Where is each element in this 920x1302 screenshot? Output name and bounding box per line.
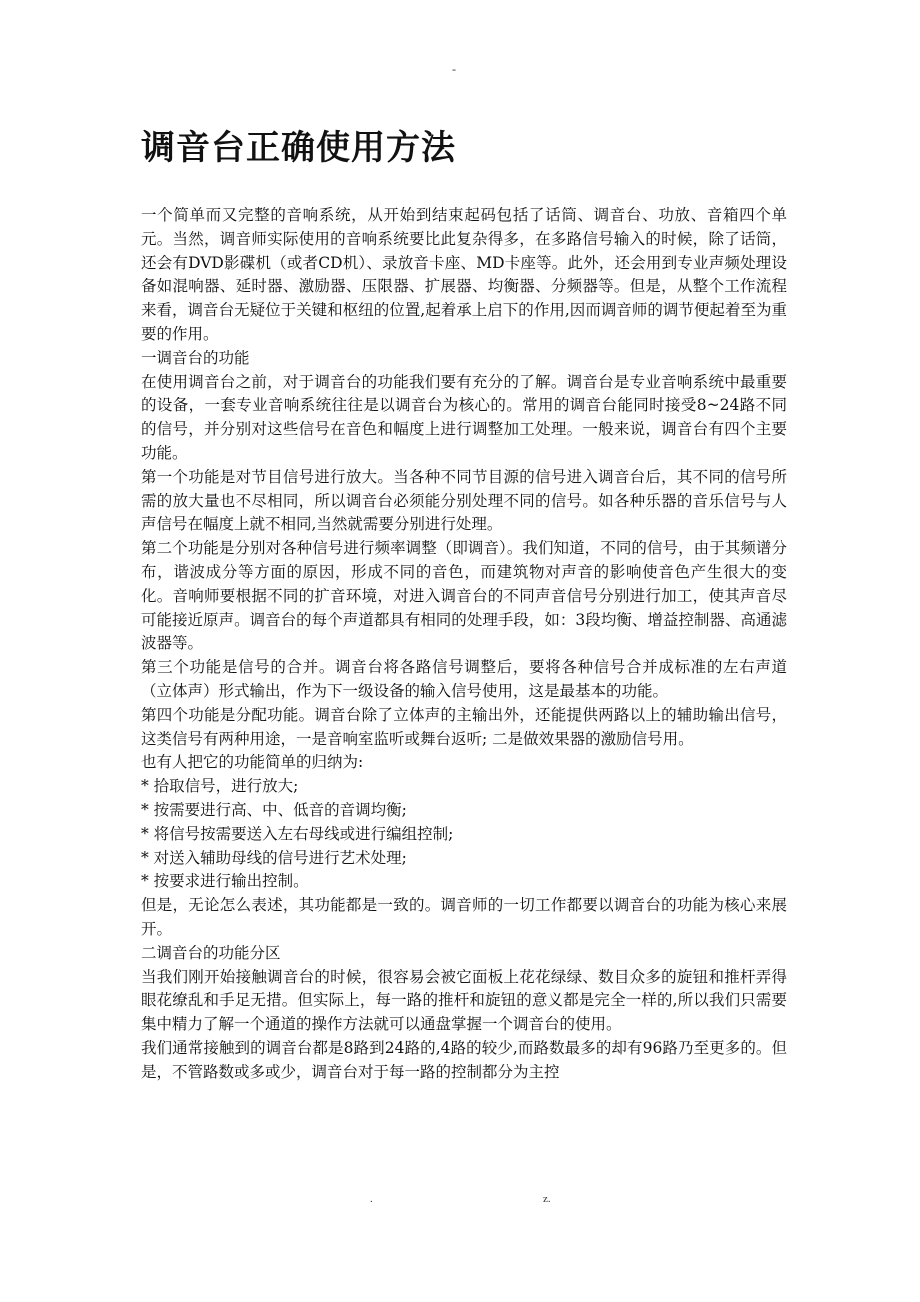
list-item: * 按要求进行输出控制。 <box>141 872 309 891</box>
paragraph-intro: 一个简单而又完整的音响系统，从开始到结束起码包括了话筒、调音台、功放、音箱四个单元。当然，调音师实际使用的音响系统要比此复杂得多，在多路信号输入的时候，除了话筒，还会有DVD影碟机（或者CD机）、录放音卡座、MD卡座等。此外，还会用到专业声频处理设备如混响器、延时器、激励器、压限器、扩展器、均衡器、分频器等。但是，从整个工作流程来看，调音台无疑位于关键和枢纽的位置,起着承上启下的作用,因而调音师的调节便起着至为重要的作用。 <box>141 206 787 343</box>
page-title: 调音台正确使用方法 <box>141 128 456 168</box>
footer-left-mark: . <box>370 1193 373 1205</box>
paragraph-conclusion: 但是，无论怎么表述，其功能都是一致的。调音师的一切工作都要以调音台的功能为核心来展开。 <box>141 896 787 938</box>
list-item: * 将信号按需要送入左右母线或进行编组控制; <box>141 824 454 843</box>
list-item: * 按需要进行高、中、低音的音调均衡; <box>141 800 407 819</box>
footer-right-mark: z. <box>543 1193 551 1205</box>
paragraph-function-2: 第二个功能是分别对各种信号进行频率调整（即调音）。我们知道，不同的信号，由于其频谱分布，谐波成分等方面的原因，形成不同的音色，而建筑物对声音的影响使音色产生很大的变化。音响师要根据不同的扩音环境，对进入调音台的不同声音信号分别进行加工，使其声音尽可能接近原声。调音台的每个声道都具有相同的处理手段，如：3段均衡、增益控制器、高通滤波器等。 <box>141 539 787 653</box>
paragraph-summary-intro: 也有人把它的功能简单的归纳为: <box>141 753 364 772</box>
list-item: * 拾取信号，进行放大; <box>141 777 299 796</box>
paragraph-function-3: 第三个功能是信号的合并。调音台将各路信号调整后，要将各种信号合并成标准的左右声道（立体声）形式输出，作为下一级设备的输入信号使用，这是最基本的功能。 <box>141 658 787 700</box>
paragraph-zones-intro: 当我们刚开始接触调音台的时候，很容易会被它面板上花花绿绿、数目众多的旋钮和推杆弄得眼花缭乱和手足无措。但实际上，每一路的推杆和旋钮的意义都是完全一样的,所以我们只需要集中精力了解一个通道的操作方法就可以通盘掌握一个调音台的使用。 <box>141 967 787 1034</box>
header-mark: - <box>452 62 456 76</box>
list-item: * 对送入辅助母线的信号进行艺术处理; <box>141 848 407 867</box>
paragraph-function-1: 第一个功能是对节目信号进行放大。当各种不同节目源的信号进入调音台后，其不同的信号所需的放大量也不尽相同，所以调音台必须能分别处理不同的信号。如各种乐器的音乐信号与人声信号在幅度上就不相同,当然就需要分别进行处理。 <box>141 467 787 534</box>
section-heading-zones: 二调音台的功能分区 <box>141 943 281 962</box>
document-body <box>141 204 787 1084</box>
paragraph-function-4: 第四个功能是分配功能。调音台除了立体声的主输出外，还能提供两路以上的辅助输出信号，这类信号有两种用途，一是音响室监听或舞台返听; 二是做效果器的激励信号用。 <box>141 705 787 748</box>
section-heading-functions: 一调音台的功能 <box>141 348 250 367</box>
paragraph-functions-intro: 在使用调音台之前，对于调音台的功能我们要有充分的了解。调音台是专业音响系统中最重要的设备，一套专业音响系统往往是以调音台为核心的。常用的调音台能同时接受8~24路不同的信号，并分别对这些信号在音色和幅度上进行调整加工处理。一般来说，调音台有四个主要功能。 <box>141 372 787 462</box>
paragraph-channels: 我们通常接触到的调音台都是8路到24路的,4路的较少,而路数最多的却有96路乃至更多的。但是，不管路数或多或少，调音台对于每一路的控制都分为主控 <box>141 1038 787 1081</box>
